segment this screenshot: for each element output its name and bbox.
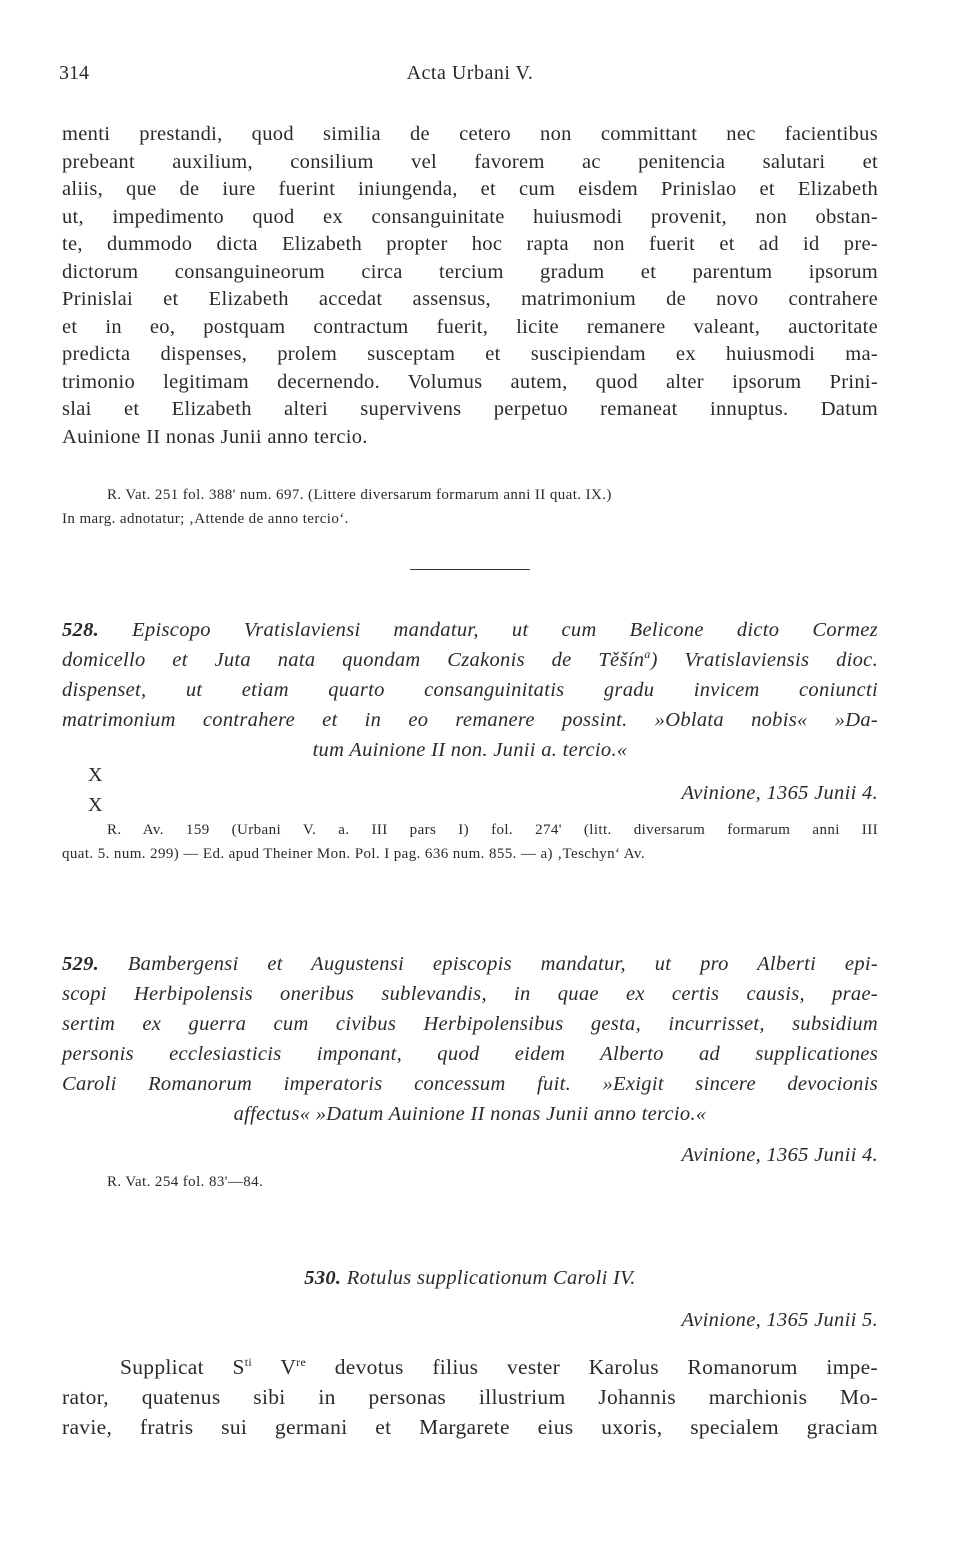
separator-rule (410, 569, 530, 570)
entry-number: 529. (62, 953, 100, 975)
summary-line: 529. Bambergensi et Augustensi episcopis mandatur, ut pro Alberti epi- (62, 953, 878, 975)
entry-530-title (62, 1263, 878, 1293)
summary-line: Caroli Romanorum imperatoris concessum fuit. »Exigit sincere devocionis (62, 1073, 878, 1095)
text-line: menti prestandi, quod similia de cetero non committant nec facientibus (62, 123, 878, 145)
entry-529-note: R. Vat. 254 fol. 83'—84. (107, 1174, 264, 1190)
entry-528-date: Avinione, 1365 Junii 4. (681, 782, 878, 804)
summary-line: domicello et Juta nata quondam Czakonis de Těšín$^a$) Vratislaviensis dioc. (62, 647, 879, 671)
entry-529-summary (62, 949, 878, 1129)
text-line: et in eo, postquam contractum fuerit, licite remanere valeant, auctoritate (62, 315, 878, 338)
summary-line: sertim ex guerra cum civibus Herbipolensibus gesta, incurrisset, subsidium (62, 1013, 878, 1035)
entry-528-note (62, 818, 878, 866)
text-line: predicta dispenses, prolem susceptam et suscipiendam ex huiusmodi ma- (62, 343, 878, 365)
entry-529-date: Avinione, 1365 Junii 4. (681, 1144, 878, 1166)
continuation-text (62, 121, 878, 451)
summary-line: scopi Herbipolensis oneribus sublevandis, in quae ex certis causis, prae- (62, 983, 878, 1005)
summary-line: 528. Episcopo Vratislaviensi mandatur, ut cum Belicone dicto Cormez (62, 619, 878, 641)
page-number: 314 (59, 62, 89, 84)
text-line: slai et Elizabeth alteri supervivens perpetuo remaneat innuptus. Datum (62, 398, 878, 420)
x-mark: X (88, 794, 103, 816)
entry-number: 530. (304, 1267, 342, 1289)
text-line: ut, impedimento quod ex consanguinitate huiusmodi provenit, non obstan- (62, 205, 878, 228)
note-line: In marg. adnotatur; ‚Attende de anno tercio‘. (62, 511, 349, 527)
text-line: dictorum consanguineorum circa tercium gradum et parentum ipsorum (62, 260, 878, 283)
text-line: aliis, que de iure fuerint iniungenda, et cum eisdem Prinislao et Elizabeth (62, 178, 878, 200)
entry-530-date: Avinione, 1365 Junii 5. (681, 1309, 878, 1331)
text-line: te, dummodo dicta Elizabeth propter hoc rapta non fuerit et ad id pre- (62, 233, 878, 255)
text-line: trimonio legitimam decernendo. Volumus autem, quod alter ipsorum Prini- (62, 370, 878, 393)
x-mark: X (88, 764, 103, 786)
summary-line: tum Auinione II non. Junii a. tercio.« (312, 739, 628, 761)
note-line: quat. 5. num. 299) — Ed. apud Theiner Mon. Pol. I pag. 636 num. 855. — a) ‚Teschyn‘ Av. (62, 846, 645, 862)
running-title: Acta Urbani V. (406, 62, 534, 84)
note-line: R. Av. 159 (Urbani V. a. III pars I) fol. 274' (litt. diversarum formarum anni III (107, 822, 878, 838)
summary-line: matrimonium contrahere et in eo remanere possint. »Oblata nobis« »Da- (62, 709, 878, 731)
entry-530-text (62, 1352, 878, 1442)
text-line: Prinislai et Elizabeth accedat assensus, matrimonium de novo contrahere (62, 288, 878, 310)
entry-number: 528. (62, 619, 100, 641)
text-line: prebeant auxilium, consilium vel favorem ac penitencia salutari et (62, 150, 878, 173)
page-header (59, 62, 878, 92)
document-page (59, 0, 879, 1559)
entry-528-summary (62, 615, 878, 765)
summary-line: personis ecclesiasticis imponant, quod eidem Alberto ad supplicationes (62, 1043, 878, 1065)
text-line: rator, quatenus sibi in personas illustrium Johannis marchionis Mo- (62, 1385, 878, 1409)
entry-title: Rotulus supplicationum Caroli IV. (346, 1267, 636, 1289)
summary-line: dispenset, ut etiam quarto consanguinitatis gradu invicem coniuncti (62, 679, 878, 701)
source-note (62, 483, 878, 531)
text-line: Auinione II nonas Junii anno tercio. (62, 425, 368, 448)
text-line: Supplicat $S^{ti}$ Vre devotus filius vester Karolus Romanorum impe- (120, 1354, 878, 1379)
note-line: R. Vat. 251 fol. 388' num. 697. (Littere diversarum formarum anni II quat. IX.) (107, 487, 612, 503)
text-line: ravie, fratris sui germani et Margarete eius uxoris, specialem graciam (62, 1415, 878, 1439)
summary-line: affectus« »Datum Auinione II nonas Junii anno tercio.« (233, 1103, 707, 1125)
